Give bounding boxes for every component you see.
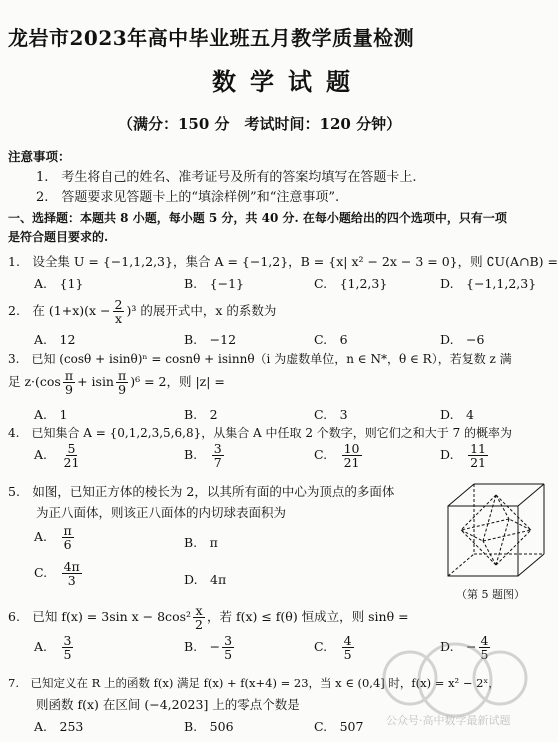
q5-figure	[442, 480, 550, 602]
q1-stem: 1. 设全集 U = {−1,1,2,3}，集合 A = {−1,2}，B = {x| x² − 2x − 3 = 0}，则 ∁U(A∩B) =	[8, 254, 558, 269]
q6-option-c	[314, 634, 356, 661]
q6-a-fraction	[62, 634, 74, 661]
q4-a-num: 5	[67, 441, 76, 456]
q6-b-den: 5	[224, 647, 233, 663]
q6-c-fraction	[342, 634, 354, 661]
figure-caption: （第 5 题图）	[456, 588, 525, 601]
q5-c-num: 4π	[63, 559, 80, 574]
q6-d-num: 4	[480, 633, 489, 648]
q5-c-label: C.	[34, 565, 48, 581]
section-heading-line1: 一、选择题：本题共 8 小题，每小题 5 分，共 40 分. 在每小题给出的四个选项中，只有一项	[8, 211, 507, 225]
q3-fraction-1	[63, 369, 75, 396]
q6-a-label: A.	[34, 639, 48, 655]
note-item-2: 2. 答题要求见答题卡上的“填涂样例”和“注意事项”.	[36, 190, 340, 205]
section-heading-line2: 是符合题目要求的.	[8, 230, 109, 244]
q5-option-d: D. 4π	[184, 572, 227, 587]
q3-frac1-denominator: 9	[64, 382, 73, 398]
q3-option-a: A. 1	[34, 407, 68, 422]
q4-c-den: 21	[343, 455, 360, 471]
q6-c-num: 4	[343, 633, 352, 648]
q4-b-label: B.	[184, 447, 198, 463]
q1-option-d: D. {−1,1,2,3}	[440, 276, 537, 291]
q6-stem	[8, 604, 409, 631]
q6-c-label: C.	[314, 639, 328, 655]
q6-a-num: 3	[63, 633, 72, 648]
q6-c-den: 5	[343, 647, 352, 663]
subject-title: 数学试题	[212, 67, 364, 96]
q4-option-c	[314, 442, 364, 469]
q6-frac-den: 2	[195, 617, 203, 633]
q3-frac1-numerator: π	[64, 368, 74, 383]
q4-d-fraction	[468, 442, 488, 469]
q4-c-num: 10	[343, 441, 360, 456]
q6-option-b	[184, 634, 236, 661]
q6-b-label: B. −	[184, 639, 221, 655]
q6-frac-num: x	[195, 603, 203, 618]
q3-fraction-2	[116, 369, 128, 396]
q5-stem-line2: 为正八面体，则该正八面体的内切球表面积为	[36, 505, 287, 520]
q5-option-c	[34, 560, 84, 587]
q4-c-label: C.	[314, 447, 328, 463]
q3-stem-line2	[8, 369, 225, 396]
q2-stem-pre: 2. 在 (1+x)(x −	[8, 303, 111, 319]
q5-option-b: B. π	[184, 535, 218, 550]
watermark-text: 公众号·高中数学最新试题	[386, 714, 511, 727]
q6-d-label: D. −	[440, 639, 477, 655]
q2-frac-denominator: x	[114, 311, 123, 327]
q4-option-d	[440, 442, 490, 469]
q2-option-a: A. 12	[34, 332, 76, 347]
q5-c-fraction	[62, 560, 82, 587]
q3-stem2-pre: 足 z·(cos	[8, 374, 61, 390]
q3-option-d: D. 4	[440, 407, 475, 422]
q6-stem-pre: 6. 已知 f(x) = 3sin x − 8cos²	[8, 609, 192, 625]
q2-option-c: C. 6	[314, 332, 348, 347]
q7-stem-line1: 7. 已知定义在 R 上的函数 f(x) 满足 f(x) + f(x+4) = 23，当 x ∈ (0,4] 时，f(x) = x² − 2ˣ，	[8, 676, 500, 690]
exam-title: 龙岩市2023年高中毕业班五月教学质量检测	[8, 26, 415, 50]
q2-frac-numerator: 2	[114, 297, 123, 312]
q6-d-den: 5	[480, 647, 489, 663]
q6-b-fraction	[222, 634, 234, 661]
q5-option-a	[34, 524, 76, 551]
q6-b-num: 3	[224, 633, 233, 648]
q3-stem-line1: 3. 已知 (cosθ + isinθ)ⁿ = cosnθ + isinnθ（i 为虚数单位，n ∈ N*，θ ∈ R），若复数 z 满	[8, 352, 512, 366]
notes-heading: 注意事项：	[8, 149, 71, 164]
q4-d-num: 11	[470, 441, 486, 456]
note-item-1: 1. 考生将自己的姓名、准考证号及所有的答案均填写在答题卡上.	[36, 170, 417, 185]
watermark	[360, 640, 550, 730]
q1-option-b: B. {−1}	[184, 276, 244, 291]
q6-a-den: 5	[63, 647, 72, 663]
q5-a-num: π	[63, 523, 72, 538]
q3-option-c: C. 3	[314, 407, 348, 422]
q4-c-fraction	[342, 442, 362, 469]
q4-a-label: A.	[34, 447, 48, 463]
q2-option-b: B. −12	[184, 332, 237, 347]
q4-b-fraction	[212, 442, 224, 469]
q5-a-fraction	[62, 524, 74, 551]
q3-frac2-numerator: π	[118, 368, 127, 383]
exam-meta: （满分：150 分 考试时间：120 分钟）	[118, 115, 402, 133]
q3-stem2-mid: + isin	[77, 374, 114, 390]
q7-stem-line2: 则函数 f(x) 在区间 (−4,2023] 上的零点个数是	[36, 697, 300, 712]
q4-b-num: 3	[213, 441, 222, 456]
q5-a-label: A.	[34, 529, 48, 545]
q4-d-label: D.	[440, 447, 454, 463]
q4-b-den: 7	[213, 455, 222, 471]
q5-stem-line1: 5. 如图，已知正方体的棱长为 2，以其所有面的中心为顶点的多面体	[8, 484, 395, 499]
q5-a-den: 6	[63, 537, 72, 553]
q6-fraction	[193, 604, 205, 631]
q4-option-a	[34, 442, 83, 469]
q2-fraction	[113, 298, 125, 325]
q2-stem	[8, 298, 276, 325]
q4-d-den: 21	[470, 455, 486, 471]
q4-a-den: 21	[63, 455, 80, 471]
q4-option-b	[184, 442, 226, 469]
q6-option-a	[34, 634, 75, 661]
q4-stem: 4. 已知集合 A = {0,1,2,3,5,6,8}，从集合 A 中任取 2 个数字，则它们之和大于 7 的概率为	[8, 426, 513, 440]
q7-option-b: B. 506	[184, 719, 234, 734]
q1-option-a: A. {1}	[34, 276, 84, 291]
q3-option-b: B. 2	[184, 407, 218, 422]
q2-option-d: D. −6	[440, 332, 485, 347]
q2-stem-post: )³ 的展开式中，x 的系数为	[126, 303, 277, 319]
q3-frac2-denominator: 9	[118, 382, 127, 398]
q7-option-c: C. 507	[314, 719, 364, 734]
q4-a-fraction	[62, 442, 82, 469]
q1-option-c: C. {1,2,3}	[314, 276, 388, 291]
cube-octahedron-diagram	[442, 480, 550, 584]
q6-stem-post: ，若 f(x) ≤ f(θ) 恒成立，则 sinθ =	[206, 609, 409, 625]
q3-stem2-post: )⁶ = 2，则 |z| =	[130, 374, 225, 390]
q5-c-den: 3	[67, 573, 76, 589]
q7-option-a: A. 253	[34, 719, 84, 734]
